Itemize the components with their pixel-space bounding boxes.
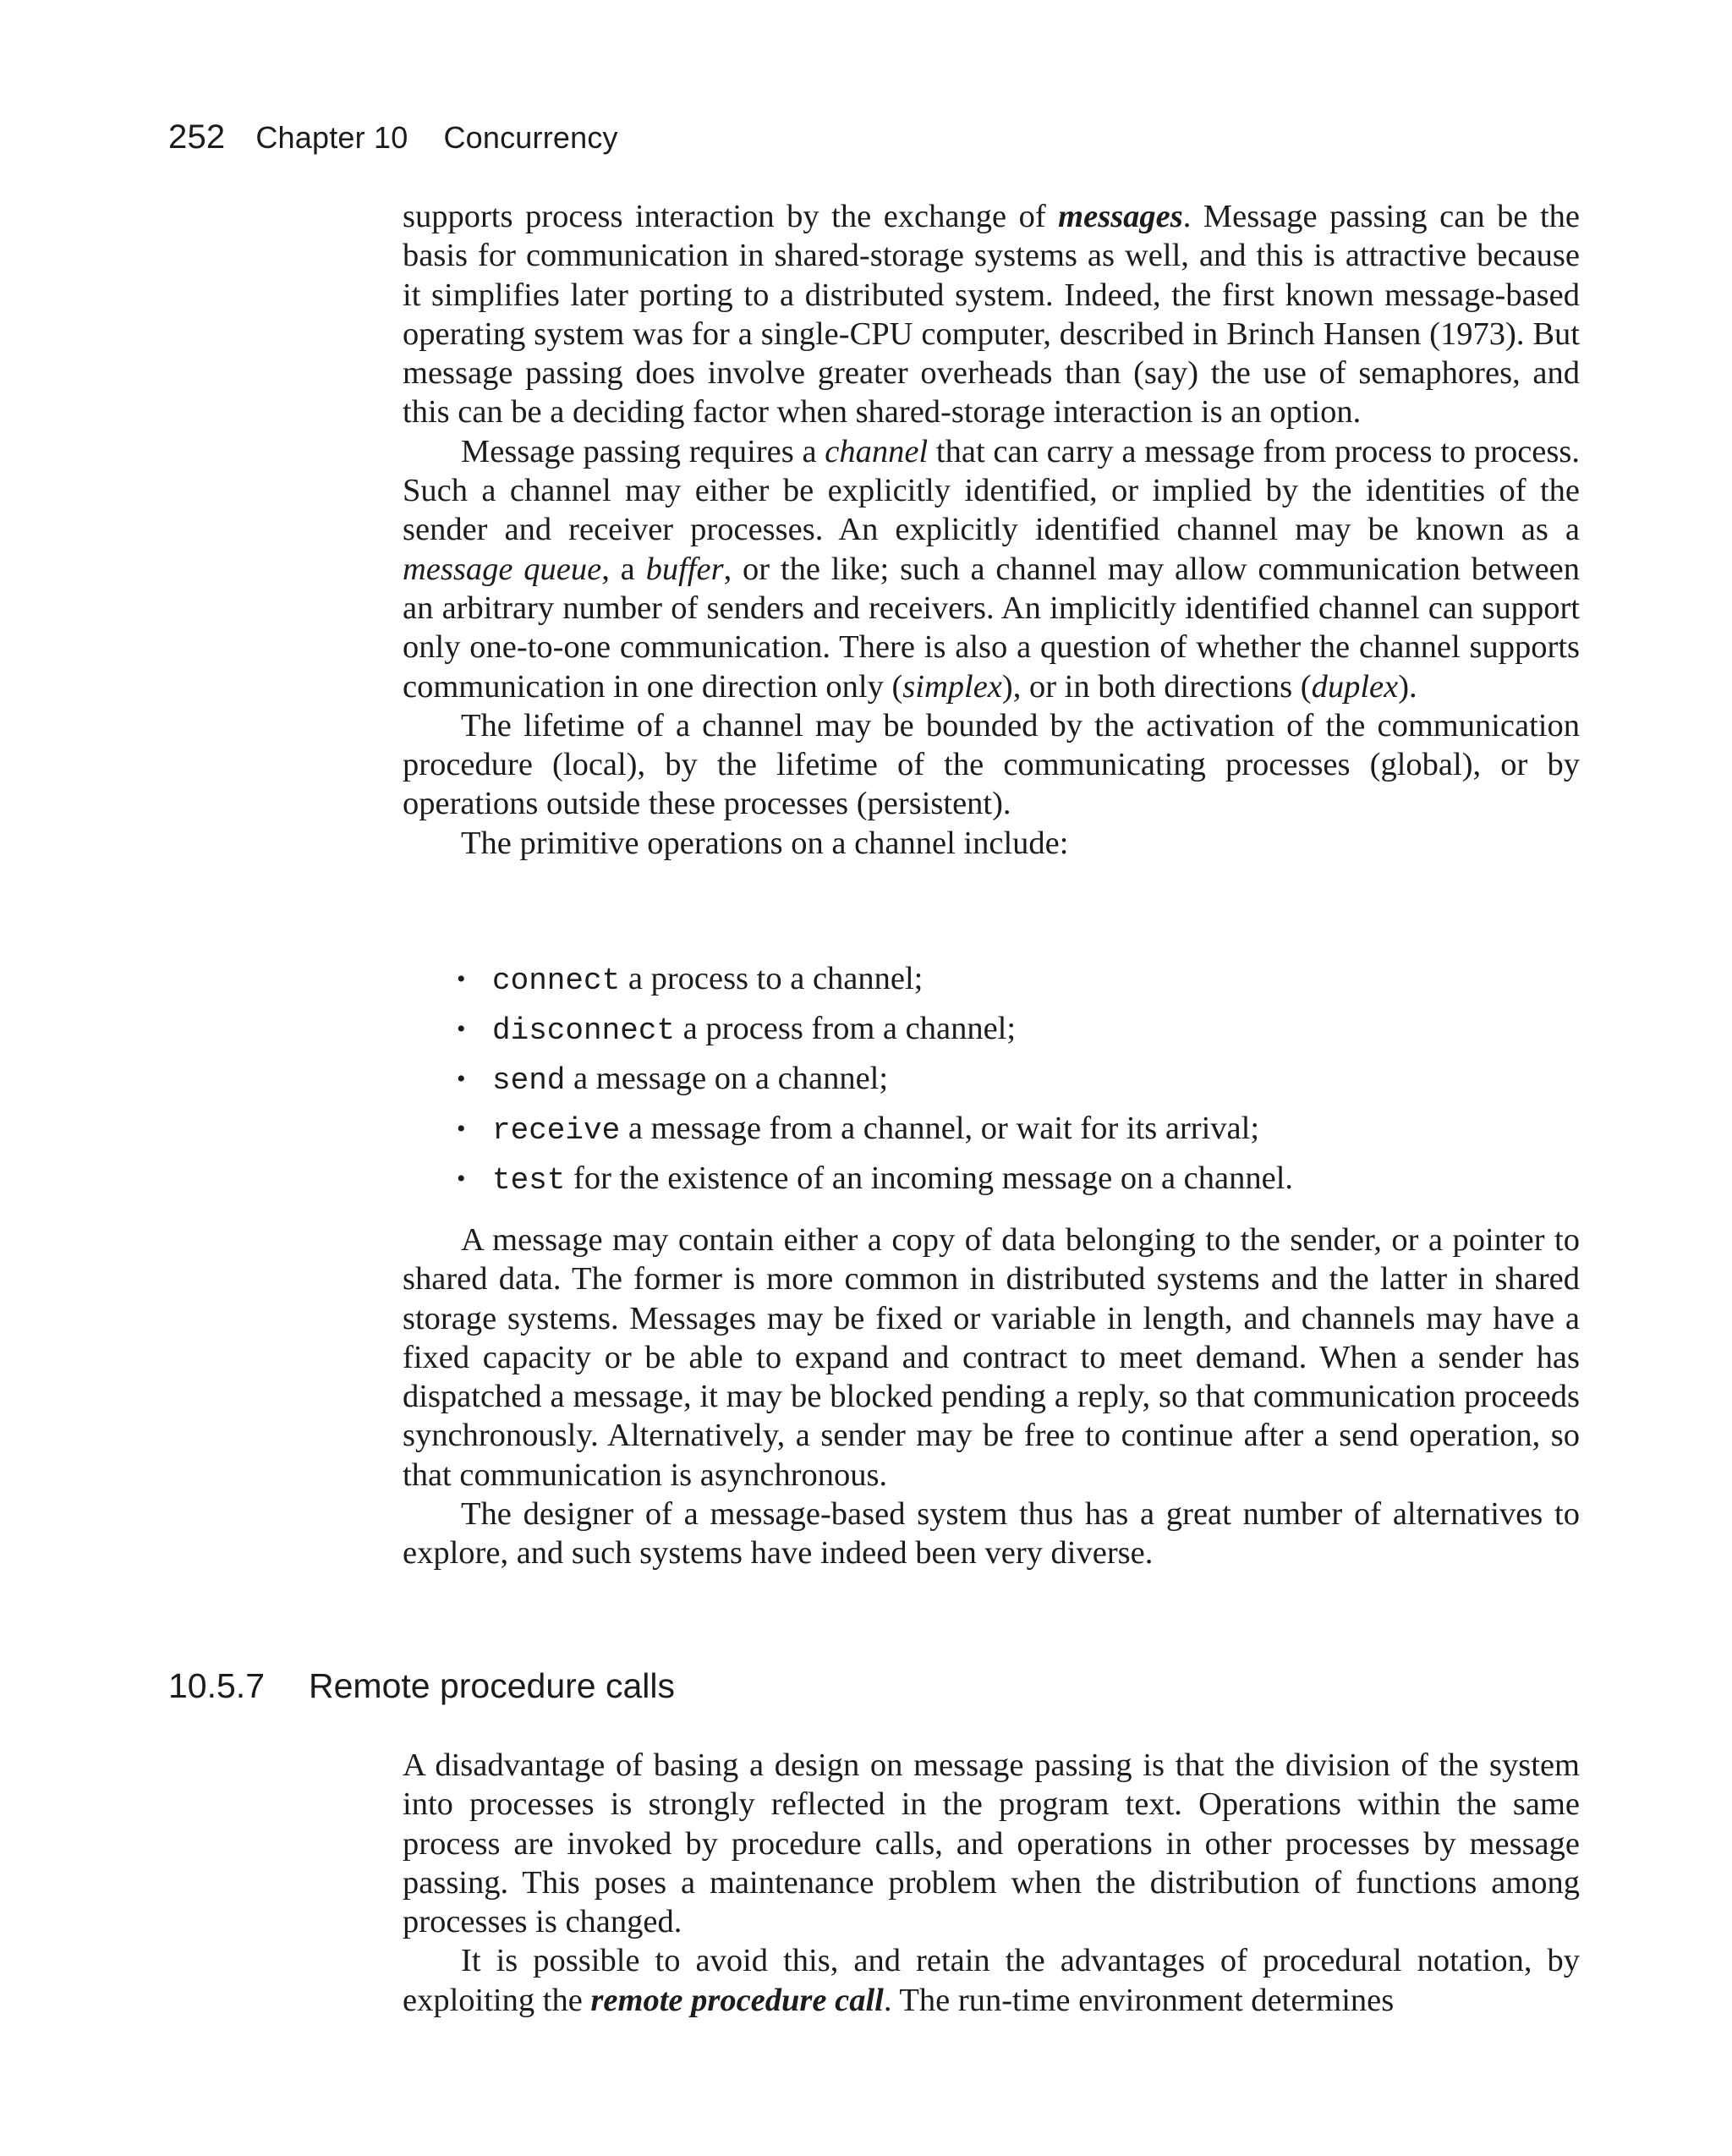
chapter-title: Concurrency xyxy=(443,120,618,155)
paragraph: A message may contain either a copy of data belonging to the sender, or a pointer to shared data. The former is more common in distributed systems and the latter in shared storage systems. Messages may be fixed or variable in length, and channels may have a fixed capacity or be able to expand and contract to meet demand. When a sender has dispatched a message, it may be blocked pending a reply, so that communication proceeds synchronously. Alternatively, a sender may be free to continue after a send operation, so that communication is asynchronous. xyxy=(403,1222,1580,1493)
paragraph: Message passing requires a channel that can carry a message from process to process. Such a channel may either be explicitly identified, or implied by the identities of the sender and receiver processes. An explicitly identified channel may be known as a message queue, a buffer, or the like; such a channel may allow communication between an arbitrary number of senders and receivers. An implicitly identified channel can support only one-to-one communication. There is also a question of whether the channel supports communication in one direction only (simplex), or in both directions (duplex). xyxy=(403,433,1581,705)
bullet-icon: • xyxy=(457,1115,466,1143)
list-item: • connect a process to a channel; xyxy=(457,961,924,998)
chapter-label: Chapter 10 xyxy=(255,120,408,155)
bullet-icon: • xyxy=(457,1065,466,1093)
list-item: • send a message on a channel; xyxy=(457,1061,889,1098)
text-block-message-contents xyxy=(403,1221,1580,1573)
bullet-icon: • xyxy=(457,1015,466,1043)
list-item: • disconnect a process from a channel; xyxy=(457,1011,1017,1048)
bullet-icon: • xyxy=(457,1165,466,1193)
term-messages: messages xyxy=(1058,199,1183,234)
text-block-rpc xyxy=(403,1746,1580,2020)
list-item: • receive a message from a channel, or wait for its arrival; xyxy=(457,1111,1260,1148)
section-number: 10.5.7 xyxy=(168,1666,265,1705)
term-duplex: duplex xyxy=(1311,668,1399,705)
keyword: receive xyxy=(492,1113,621,1148)
term-message-queue: message queue xyxy=(403,551,602,587)
paragraph: The lifetime of a channel may be bounded by the activation of the communication procedure (local), by the lifetime of the communicating processes (global), or by operations outside these processes (persistent). xyxy=(403,707,1580,822)
text-block-message-passing xyxy=(403,197,1580,863)
operations-list xyxy=(457,959,1573,1209)
term-remote-procedure-call: remote procedure call xyxy=(590,1982,884,2018)
paragraph: The primitive operations on a channel include: xyxy=(461,825,1069,861)
paragraph: The designer of a message-based system thus has a great number of alternatives to explore, and such systems have indeed been very diverse. xyxy=(403,1496,1580,1572)
keyword: connect xyxy=(492,963,621,998)
paragraph: A disadvantage of basing a design on message passing is that the division of the system into processes is strongly reflected in the program text. Operations within the same process are invoked by procedure calls, and operations in other processes by message passing. This poses a maintenance problem when the distribution of functions among processes is changed. xyxy=(403,1747,1580,1940)
keyword: test xyxy=(492,1163,566,1198)
page-number: 252 xyxy=(168,118,226,156)
term-simplex: simplex xyxy=(902,668,1002,705)
running-head xyxy=(168,118,618,156)
term-buffer: buffer xyxy=(645,551,724,587)
keyword: send xyxy=(492,1063,566,1098)
bullet-icon: • xyxy=(457,965,466,993)
keyword: disconnect xyxy=(492,1013,676,1048)
paragraph: supports process interaction by the exchange of messages. Message passing can be the basis for communication in shared-storage systems as well, and this is attractive because it simplifies later porting to a distributed system. Indeed, the first known message-based operating system was for a single-CPU computer, described in Brinch Hansen (1973). But message passing does involve greater overheads than (say) the use of semaphores, and this can be a deciding factor when shared-storage interaction is an option. xyxy=(403,199,1580,431)
section-heading xyxy=(168,1666,675,1706)
section-title: Remote procedure calls xyxy=(309,1666,675,1705)
term-channel: channel xyxy=(825,433,929,469)
list-item: • test for the existence of an incoming message on a channel. xyxy=(457,1160,1294,1198)
paragraph: It is possible to avoid this, and retain the advantages of procedural notation, by exploiting the remote procedure call. The run-time environment determines xyxy=(403,1943,1580,2018)
